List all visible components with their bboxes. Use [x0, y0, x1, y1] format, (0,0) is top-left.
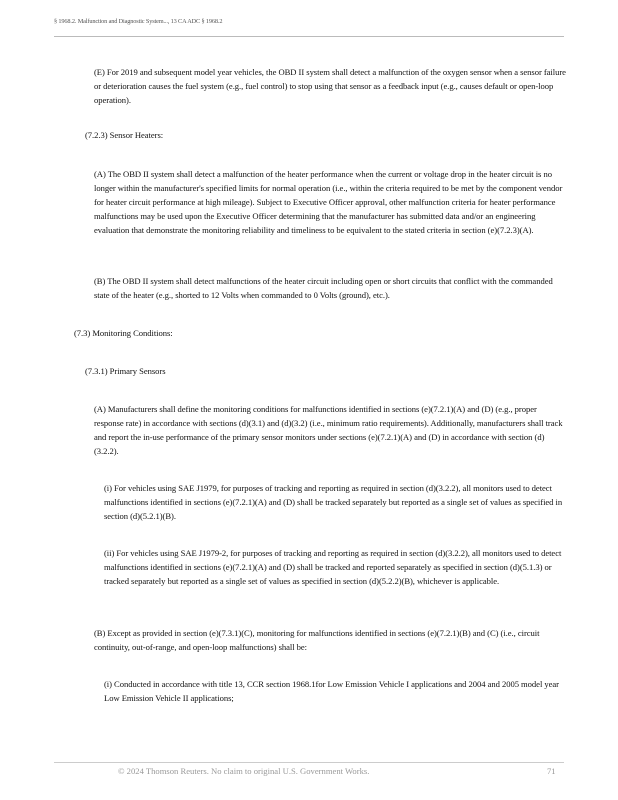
paragraph-7-2-3-b: (B) The OBD II system shall detect malfunctions of the heater circuit including open or short circuits that conflict with the commanded state of the heater (e.g., shorted to 12 Volts when commanded to 0 Volts (ground), etc.).	[94, 276, 553, 300]
paragraph-7-3-1-a-i: (i) For vehicles using SAE J1979, for purposes of tracking and reporting as required in section (d)(3.2.2), all monitors used to detect malfunctions identified in sections (e)(7.2.1)(A) and (D) shall be tracked separately but reported as a single set of values as specified in section (d)(5.2.1)(B).	[104, 483, 563, 521]
paragraph-7-3-1-b: (B) Except as provided in section (e)(7.3.1)(C), monitoring for malfunctions identified in sections (e)(7.2.1)(B) and (C) (i.e., circuit continuity, out-of-range, and open-loop malfunctions) shall be:	[94, 628, 540, 652]
paragraph-e: (E) For 2019 and subsequent model year vehicles, the OBD II system shall detect a malfunction of the oxygen sensor when a sensor failure or deterioration causes the fuel system (e.g., fuel control) to stop using that sensor as a feedback input (e.g., causes default or open-loop operation).	[94, 67, 566, 105]
running-header: § 1968.2. Malfunction and Diagnostic System..., 13 CA ADC § 1968.2	[54, 18, 223, 25]
page-number: 71	[547, 766, 556, 776]
paragraph-7-3-1-a: (A) Manufacturers shall define the monitoring conditions for malfunctions identified in sections (e)(7.2.1)(A) and (D) (e.g., proper response rate) in accordance with sections (d)(3.1) and (d)(3.2) (i.e., minimum ratio requirements). Additionally, manufacturers shall track and report the in-use performance of the primary sensor monitors under sections (e)(7.2.1)(A) and (D) in accordance with section (d)(3.2.2).	[94, 404, 563, 456]
paragraph-7-2-3-a: (A) The OBD II system shall detect a malfunction of the heater performance when the current or voltage drop in the heater circuit is no longer within the manufacturer's specified limits for normal operation (i.e., within the criteria required to be met by the component vendor for heater circuit performance at high mileage). Subject to Executive Officer approval, other malfunction criteria for heater performance malfunctions may be used upon the Executive Officer determining that the manufacturer has submitted data and/or an engineering evaluation that demonstrate the monitoring reliability and timeliness to be equivalent to the stated criteria in section (e)(7.2.3)(A).	[94, 169, 563, 235]
heading-7-2-3: (7.2.3) Sensor Heaters:	[85, 130, 164, 140]
header-divider	[54, 36, 564, 37]
copyright-notice: © 2024 Thomson Reuters. No claim to original U.S. Government Works.	[118, 766, 370, 776]
footer-divider	[54, 762, 564, 763]
paragraph-7-3-1-a-ii: (ii) For vehicles using SAE J1979-2, for purposes of tracking and reporting as required in section (d)(3.2.2), all monitors used to detect malfunctions identified in sections (e)(7.2.1)(A) and (D) shall be tracked and reported separately as specified in section (d)(5.1.3) or tracked separately but reported as a single set of values as specified in section (d)(5.2.2)(B), whichever is applicable.	[104, 548, 562, 586]
heading-7-3-1: (7.3.1) Primary Sensors	[85, 366, 166, 376]
heading-7-3: (7.3) Monitoring Conditions:	[74, 328, 173, 338]
paragraph-7-3-1-b-i: (i) Conducted in accordance with title 13, CCR section 1968.1for Low Emission Vehicle I applications and 2004 and 2005 model year Low Emission Vehicle II applications;	[104, 679, 559, 703]
